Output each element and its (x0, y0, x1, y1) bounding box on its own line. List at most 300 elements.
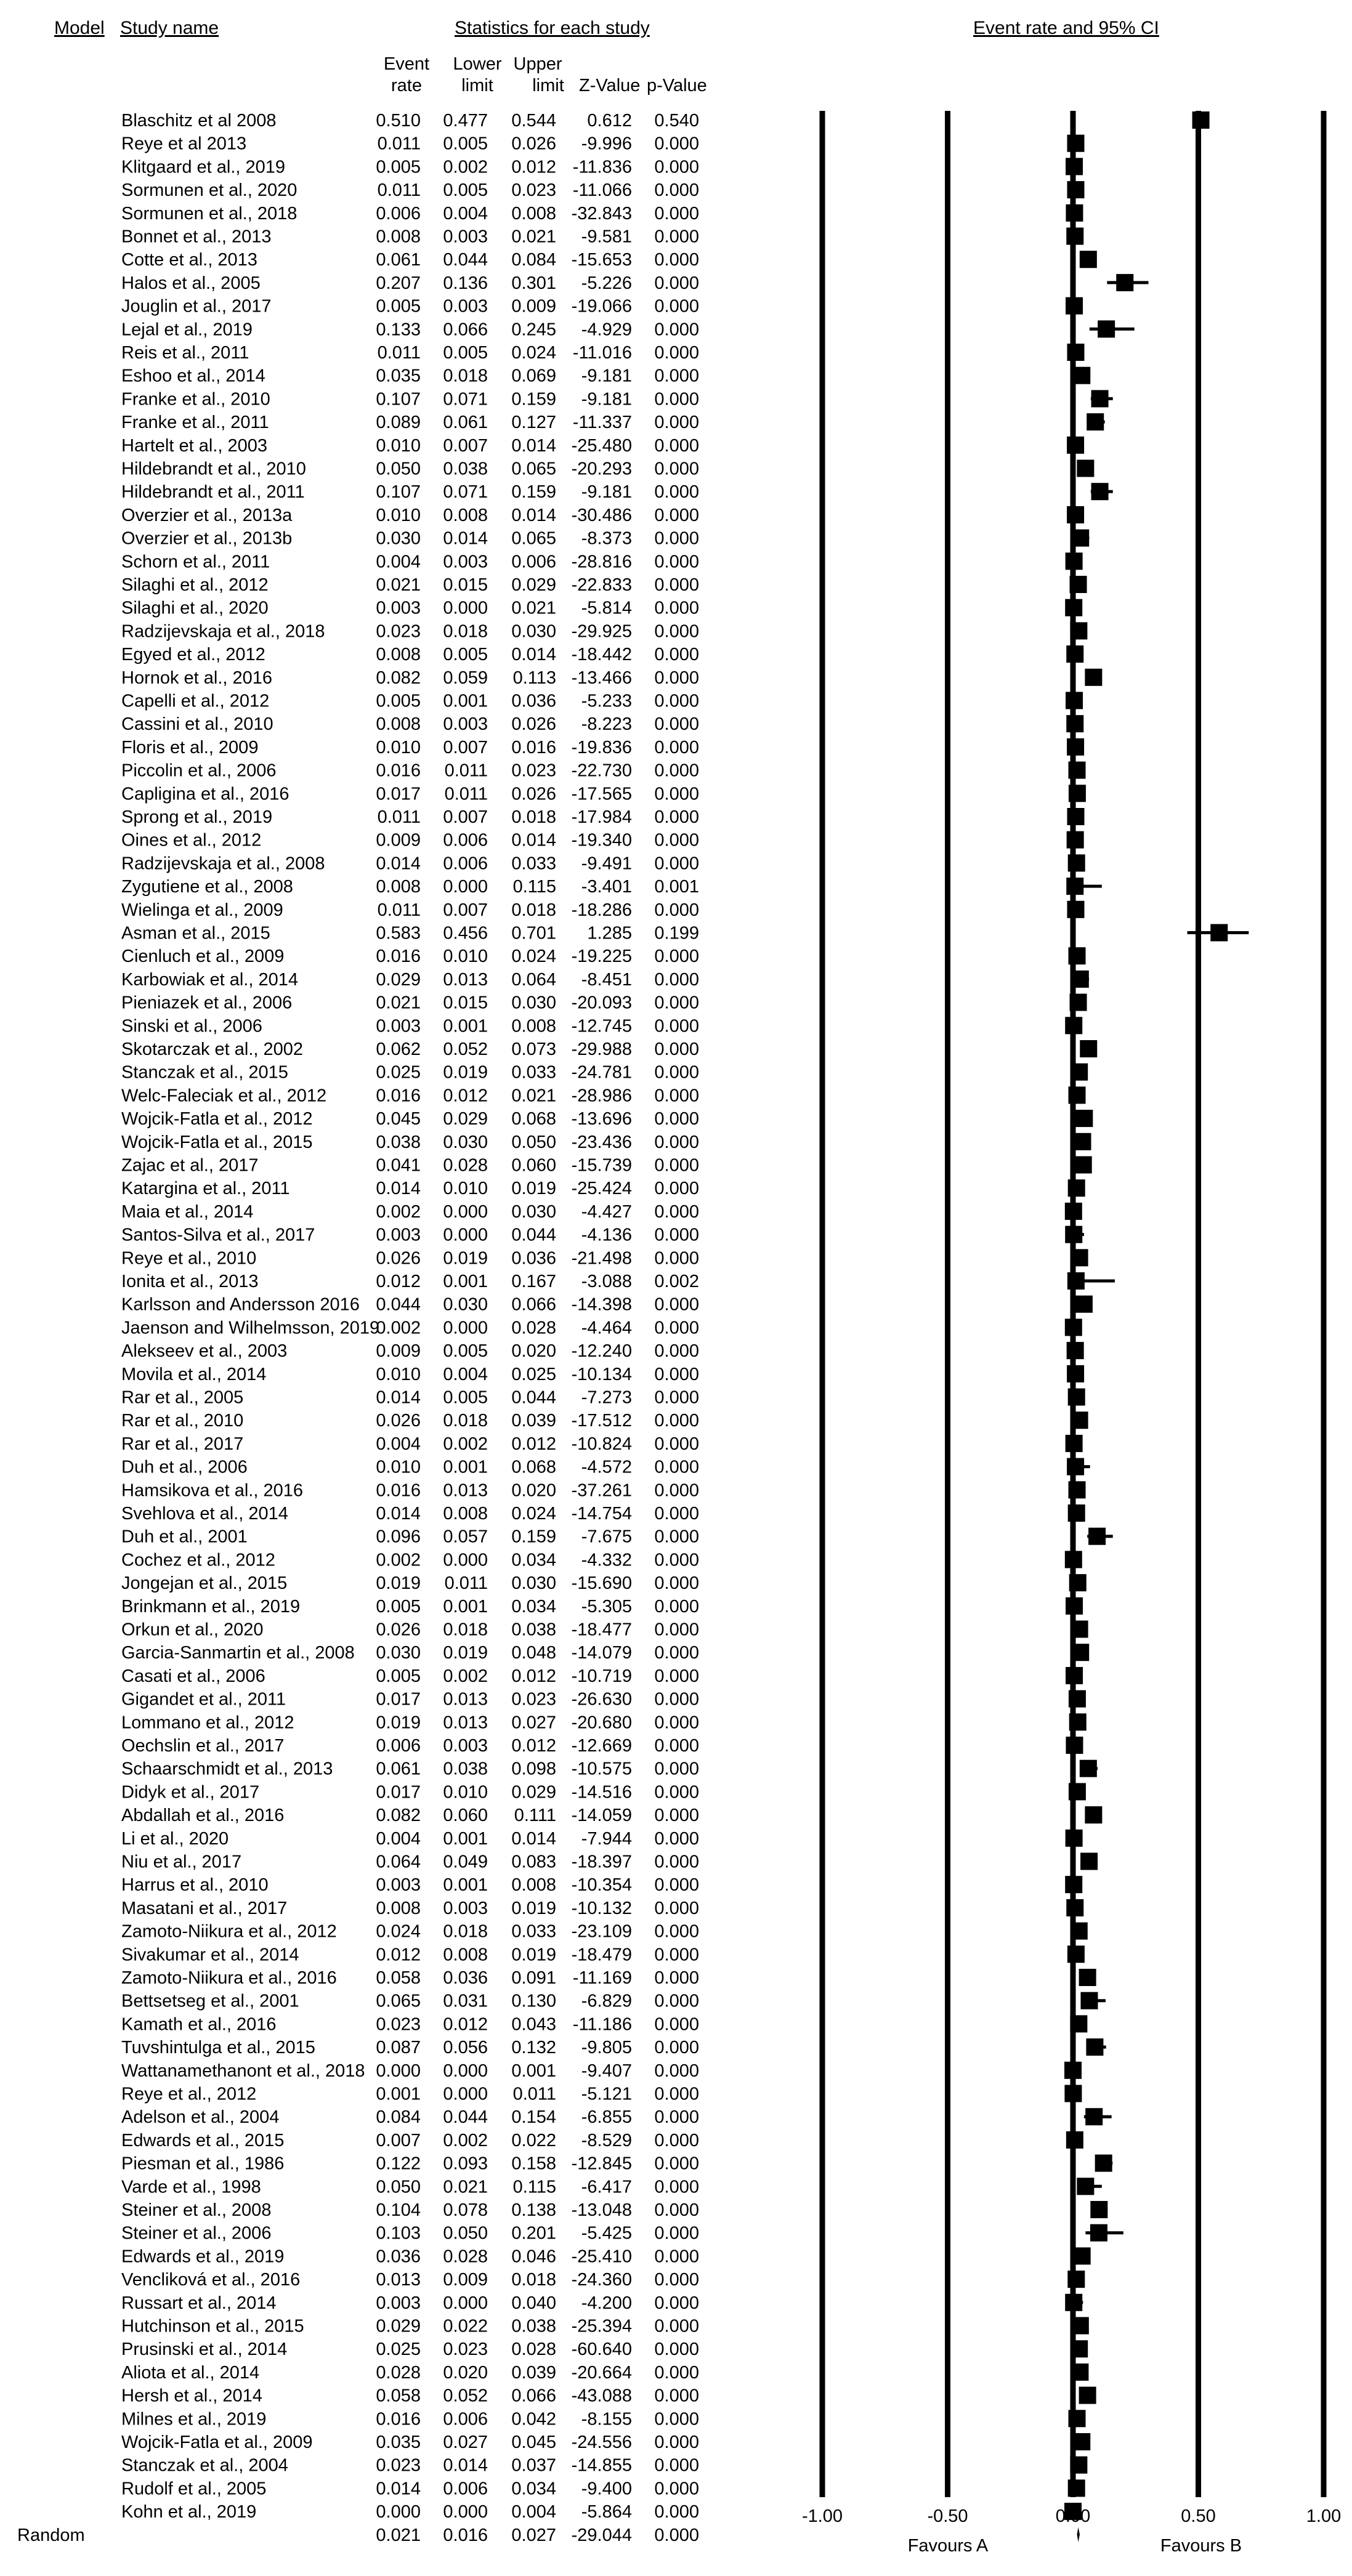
p-value: 0.000 (654, 1201, 699, 1222)
upper-limit: 0.064 (511, 969, 556, 990)
study-name: Zamoto-Niikura et al., 2012 (121, 1921, 337, 1942)
z-value: -23.436 (571, 1132, 632, 1152)
point-estimate (1095, 2155, 1112, 2172)
event-rate: 0.104 (376, 2200, 421, 2220)
event-rate: 0.012 (376, 1945, 421, 1965)
point-estimate (1088, 1528, 1106, 1545)
header-model: Model (54, 18, 105, 38)
z-value: -5.121 (581, 2084, 632, 2104)
upper-limit: 0.026 (511, 714, 556, 735)
p-value: 0.000 (654, 621, 699, 642)
p-value: 0.000 (654, 2525, 699, 2545)
event-rate: 0.030 (376, 528, 421, 549)
z-value: -9.400 (581, 2479, 632, 2499)
point-estimate (1080, 1853, 1098, 1870)
upper-limit: 0.065 (511, 528, 556, 549)
event-rate: 0.008 (376, 1898, 421, 1918)
event-rate: 0.023 (376, 2455, 421, 2476)
lower-limit: 0.018 (443, 366, 488, 386)
upper-limit: 0.050 (511, 1132, 556, 1152)
event-rate: 0.010 (376, 1457, 421, 1477)
lower-limit: 0.456 (443, 923, 488, 943)
event-rate: 0.017 (376, 1689, 421, 1710)
event-rate: 0.001 (376, 2084, 421, 2104)
lower-limit: 0.057 (443, 1527, 488, 1547)
lower-limit: 0.000 (443, 1318, 488, 1338)
upper-limit: 0.028 (511, 2340, 556, 2360)
study-name: Edwards et al., 2015 (121, 2130, 285, 2150)
p-value: 0.000 (654, 1689, 699, 1710)
upper-limit: 0.018 (511, 807, 556, 827)
p-value: 0.000 (654, 645, 699, 665)
header-lower: Lower (453, 54, 502, 74)
upper-limit: 0.701 (511, 923, 556, 943)
header-event: Event (383, 54, 430, 74)
upper-limit: 0.159 (511, 1527, 556, 1547)
event-rate: 0.004 (376, 1434, 421, 1454)
p-value: 0.000 (654, 830, 699, 850)
p-value: 0.000 (654, 1016, 699, 1036)
lower-limit: 0.011 (444, 784, 488, 804)
z-value: -12.669 (571, 1736, 632, 1756)
point-estimate (1079, 1969, 1096, 1986)
point-estimate (1085, 1806, 1102, 1823)
upper-limit: 0.023 (511, 1689, 556, 1710)
model-label: Random (17, 2525, 85, 2545)
lower-limit: 0.013 (443, 1689, 488, 1710)
p-value: 0.002 (654, 1272, 699, 1291)
study-name: Orkun et al., 2020 (121, 1620, 264, 1640)
lower-limit: 0.006 (443, 854, 488, 874)
upper-limit: 0.012 (511, 1736, 556, 1756)
event-rate: 0.021 (376, 2525, 421, 2545)
study-name: Jouglin et al., 2017 (121, 296, 272, 317)
event-rate: 0.011 (377, 807, 421, 827)
z-value: -25.424 (571, 1179, 632, 1199)
upper-limit: 0.159 (511, 389, 556, 410)
p-value: 0.000 (654, 459, 699, 479)
upper-limit: 0.069 (511, 366, 556, 386)
event-rate: 0.017 (376, 1782, 421, 1803)
lower-limit: 0.001 (443, 691, 488, 711)
z-value: -17.512 (571, 1411, 632, 1431)
p-value: 0.000 (654, 1596, 699, 1617)
upper-limit: 0.038 (511, 1620, 556, 1640)
event-rate: 0.014 (376, 1504, 421, 1524)
study-name: Zamoto-Niikura et al., 2016 (121, 1968, 337, 1988)
event-rate: 0.583 (376, 923, 421, 943)
p-value: 0.000 (654, 1248, 699, 1269)
p-value: 0.000 (654, 366, 699, 386)
point-estimate (1091, 483, 1109, 500)
lower-limit: 0.002 (443, 2130, 488, 2150)
upper-limit: 0.026 (511, 784, 556, 804)
p-value: 0.000 (654, 854, 699, 874)
p-value: 0.000 (654, 575, 699, 595)
z-value: -20.664 (571, 2362, 632, 2383)
z-value: -9.181 (581, 366, 632, 386)
study-name: Cochez et al., 2012 (121, 1550, 275, 1570)
p-value: 0.000 (654, 343, 699, 363)
p-value: 0.000 (654, 2177, 699, 2197)
upper-limit: 0.014 (511, 1828, 556, 1849)
z-value: -18.479 (571, 1945, 632, 1965)
z-value: -4.464 (581, 1318, 632, 1338)
z-value: -5.425 (581, 2223, 632, 2243)
upper-limit: 0.033 (511, 1062, 556, 1083)
upper-limit: 0.127 (511, 413, 556, 433)
z-value: -28.986 (571, 1086, 632, 1106)
upper-limit: 0.167 (511, 1272, 556, 1291)
event-rate: 0.065 (376, 1991, 421, 2011)
event-rate: 0.084 (376, 2107, 421, 2128)
study-name: Hildebrandt et al., 2011 (121, 482, 305, 503)
z-value: -11.169 (572, 1968, 632, 1988)
study-name: Vencliková et al., 2016 (121, 2270, 301, 2290)
upper-limit: 0.019 (511, 1898, 556, 1918)
p-value: 0.000 (654, 1457, 699, 1477)
upper-limit: 0.014 (511, 645, 556, 665)
upper-limit: 0.022 (511, 2130, 556, 2150)
z-value: -20.680 (571, 1713, 632, 1733)
lower-limit: 0.052 (443, 2386, 488, 2406)
p-value: 0.000 (654, 714, 699, 735)
event-rate: 0.107 (376, 482, 421, 503)
event-rate: 0.011 (377, 343, 421, 363)
lower-limit: 0.010 (443, 1782, 488, 1803)
z-value: -19.066 (571, 296, 632, 317)
event-rate: 0.021 (376, 575, 421, 595)
z-value: -15.690 (571, 1573, 632, 1594)
event-rate: 0.019 (376, 1573, 421, 1594)
lower-limit: 0.031 (443, 1991, 488, 2011)
event-rate: 0.007 (376, 2130, 421, 2150)
z-value: -19.340 (571, 830, 632, 850)
header-upper: Upper (513, 54, 562, 74)
upper-limit: 0.008 (511, 203, 556, 224)
p-value: 0.000 (654, 1132, 699, 1152)
study-name: Pieniazek et al., 2006 (121, 993, 293, 1013)
x-tick-label: 1.00 (1306, 2506, 1342, 2526)
lower-limit: 0.005 (443, 180, 488, 201)
z-value: -13.466 (571, 668, 632, 688)
event-rate: 0.006 (376, 1736, 421, 1756)
lower-limit: 0.001 (443, 1016, 488, 1036)
upper-limit: 0.038 (511, 2316, 556, 2336)
event-rate: 0.062 (376, 1040, 421, 1059)
lower-limit: 0.061 (443, 413, 488, 433)
upper-limit: 0.073 (511, 1040, 556, 1059)
upper-limit: 0.046 (511, 2247, 556, 2267)
event-rate: 0.003 (376, 1225, 421, 1245)
p-value: 0.000 (654, 1155, 699, 1176)
study-name: Piccolin et al., 2006 (121, 761, 277, 781)
event-rate: 0.025 (376, 2340, 421, 2360)
study-name: Silaghi et al., 2020 (121, 598, 269, 618)
lower-limit: 0.015 (443, 993, 488, 1013)
z-value: -12.845 (571, 2154, 632, 2174)
z-value: -19.225 (571, 947, 632, 967)
event-rate: 0.064 (376, 1852, 421, 1872)
upper-limit: 0.030 (511, 621, 556, 642)
p-value: 0.000 (654, 1527, 699, 1547)
z-value: -9.805 (581, 2038, 632, 2058)
event-rate: 0.014 (376, 2479, 421, 2499)
study-name: Li et al., 2020 (121, 1828, 229, 1849)
study-name: Garcia-Sanmartin et al., 2008 (121, 1643, 355, 1663)
study-name: Stanczak et al., 2015 (121, 1062, 288, 1083)
event-rate: 0.013 (376, 2270, 421, 2290)
p-value: 0.000 (654, 157, 699, 177)
lower-limit: 0.008 (443, 1945, 488, 1965)
upper-limit: 0.012 (511, 157, 556, 177)
p-value: 0.000 (654, 900, 699, 920)
z-value: -8.373 (581, 528, 632, 549)
upper-limit: 0.024 (511, 947, 556, 967)
p-value: 0.000 (654, 1620, 699, 1640)
event-rate: 0.103 (376, 2223, 421, 2243)
study-name: Wojcik-Fatla et al., 2009 (121, 2433, 313, 2452)
study-name: Skotarczak et al., 2002 (121, 1040, 303, 1059)
lower-limit: 0.019 (443, 1643, 488, 1663)
z-value: -17.984 (571, 807, 632, 827)
lower-limit: 0.005 (443, 1341, 488, 1362)
event-rate: 0.133 (376, 320, 421, 340)
lower-limit: 0.007 (443, 435, 488, 456)
study-name: Piesman et al., 1986 (121, 2154, 285, 2174)
study-name: Bettsetseg et al., 2001 (121, 1991, 299, 2011)
lower-limit: 0.071 (443, 482, 488, 503)
study-name: Sormunen et al., 2020 (121, 180, 298, 201)
z-value: -6.417 (581, 2177, 632, 2197)
lower-limit: 0.013 (443, 1713, 488, 1733)
event-rate: 0.045 (376, 1109, 421, 1129)
point-estimate (1077, 2178, 1094, 2195)
lower-limit: 0.005 (443, 1387, 488, 1408)
lower-limit: 0.000 (443, 1201, 488, 1222)
upper-limit: 0.037 (511, 2455, 556, 2476)
lower-limit: 0.003 (443, 1736, 488, 1756)
upper-limit: 0.068 (511, 1457, 556, 1477)
study-name: Capligina et al., 2016 (121, 784, 289, 804)
lower-limit: 0.007 (443, 807, 488, 827)
event-rate: 0.087 (376, 2038, 421, 2058)
p-value: 0.000 (654, 1062, 699, 1083)
upper-limit: 0.043 (511, 2014, 556, 2035)
study-name: Svehlova et al., 2014 (121, 1504, 288, 1524)
lower-limit: 0.059 (443, 668, 488, 688)
study-name: Sprong et al., 2019 (121, 807, 273, 827)
study-name: Jaenson and Wilhelmsson, 2019 (121, 1318, 380, 1338)
z-value: -14.516 (571, 1782, 632, 1803)
event-rate: 0.016 (376, 947, 421, 967)
p-value: 0.000 (654, 180, 699, 201)
lower-limit: 0.006 (443, 2479, 488, 2499)
upper-limit: 0.048 (511, 1643, 556, 1663)
z-value: -20.093 (571, 993, 632, 1013)
event-rate: 0.003 (376, 2293, 421, 2313)
p-value: 0.000 (654, 1806, 699, 1826)
study-name: Aliota et al., 2014 (121, 2362, 260, 2383)
z-value: -25.394 (571, 2316, 632, 2336)
z-value: -15.653 (571, 250, 632, 270)
point-estimate (1074, 2247, 1091, 2264)
upper-limit: 0.201 (511, 2223, 556, 2243)
lower-limit: 0.027 (443, 2433, 488, 2452)
upper-limit: 0.115 (512, 2177, 556, 2197)
z-value: -23.109 (571, 1921, 632, 1942)
upper-limit: 0.030 (511, 1573, 556, 1594)
upper-limit: 0.132 (511, 2038, 556, 2058)
study-name: Bonnet et al., 2013 (121, 227, 272, 247)
p-value: 0.000 (654, 1782, 699, 1803)
study-name: Wattanamethanont et al., 2018 (121, 2061, 365, 2081)
study-name: Rar et al., 2010 (121, 1411, 244, 1431)
lower-limit: 0.007 (443, 737, 488, 757)
event-rate: 0.025 (376, 1062, 421, 1083)
event-rate: 0.016 (376, 1086, 421, 1106)
event-rate: 0.005 (376, 691, 421, 711)
lower-limit: 0.007 (443, 900, 488, 920)
z-value: -18.397 (571, 1852, 632, 1872)
z-value: -22.730 (571, 761, 632, 781)
event-rate: 0.014 (376, 1179, 421, 1199)
p-value: 0.000 (654, 2293, 699, 2313)
p-value: 0.000 (654, 1945, 699, 1965)
p-value: 0.000 (654, 2154, 699, 2174)
event-rate: 0.029 (376, 2316, 421, 2336)
event-rate: 0.026 (376, 1620, 421, 1640)
lower-limit: 0.044 (443, 2107, 488, 2128)
point-estimate (1075, 1296, 1093, 1313)
study-name: Prusinski et al., 2014 (121, 2340, 288, 2360)
p-value: 0.000 (654, 2200, 699, 2220)
p-value: 0.000 (654, 1109, 699, 1129)
lower-limit: 0.000 (443, 598, 488, 618)
point-estimate (1116, 274, 1133, 291)
event-rate: 0.008 (376, 714, 421, 735)
header-upper-limit: limit (532, 76, 564, 95)
p-value: 0.000 (654, 993, 699, 1013)
p-value: 0.000 (654, 1550, 699, 1570)
study-name: Hutchinson et al., 2015 (121, 2316, 304, 2336)
event-rate: 0.082 (376, 1806, 421, 1826)
z-value: -8.155 (581, 2409, 632, 2429)
event-rate: 0.002 (376, 1318, 421, 1338)
p-value: 0.000 (654, 1968, 699, 1988)
p-value: 0.000 (654, 250, 699, 270)
event-rate: 0.038 (376, 1132, 421, 1152)
lower-limit: 0.020 (443, 2362, 488, 2383)
z-value: -26.630 (571, 1689, 632, 1710)
lower-limit: 0.003 (443, 296, 488, 317)
event-rate: 0.024 (376, 1921, 421, 1942)
lower-limit: 0.001 (443, 1272, 488, 1291)
study-name: Russart et al., 2014 (121, 2293, 277, 2313)
p-value: 0.000 (654, 2340, 699, 2360)
study-name: Cotte et al., 2013 (121, 250, 257, 270)
point-estimate (1080, 1992, 1098, 2009)
z-value: -24.781 (571, 1062, 632, 1083)
z-value: -60.640 (571, 2340, 632, 2360)
x-tick-label: -0.50 (927, 2506, 968, 2526)
upper-limit: 0.008 (511, 1875, 556, 1896)
z-value: -14.059 (571, 1806, 632, 1826)
upper-limit: 0.020 (511, 1480, 556, 1501)
study-name: Didyk et al., 2017 (121, 1782, 260, 1803)
lower-limit: 0.010 (443, 1179, 488, 1199)
header-lower-limit: limit (461, 76, 493, 95)
z-value: -9.996 (581, 134, 632, 154)
z-value: -5.233 (581, 691, 632, 711)
event-rate: 0.016 (376, 2409, 421, 2429)
summary-diamond (1077, 2527, 1080, 2542)
header-p-value: p-Value (647, 76, 707, 95)
header-study-name: Study name (120, 18, 219, 38)
upper-limit: 0.130 (511, 1991, 556, 2011)
z-value: -10.354 (571, 1875, 632, 1896)
study-name: Stanczak et al., 2004 (121, 2455, 288, 2476)
z-value: -9.581 (581, 227, 632, 247)
point-estimate (1077, 460, 1094, 477)
event-rate: 0.011 (377, 134, 421, 154)
study-name: Harrus et al., 2010 (121, 1875, 269, 1896)
upper-limit: 0.044 (511, 1225, 556, 1245)
p-value: 0.000 (654, 2223, 699, 2243)
upper-limit: 0.023 (511, 761, 556, 781)
study-name: Radzijevskaja et al., 2008 (121, 854, 325, 874)
point-estimate (1090, 2201, 1107, 2218)
lower-limit: 0.477 (443, 111, 488, 131)
upper-limit: 0.029 (511, 575, 556, 595)
study-name: Oines et al., 2012 (121, 830, 262, 850)
event-rate: 0.008 (376, 645, 421, 665)
upper-limit: 0.020 (511, 1341, 556, 1362)
event-rate: 0.028 (376, 2362, 421, 2383)
upper-limit: 0.084 (511, 250, 556, 270)
study-name: Hornok et al., 2016 (121, 668, 273, 688)
p-value: 0.000 (654, 2409, 699, 2429)
upper-limit: 0.030 (511, 1201, 556, 1222)
event-rate: 0.009 (376, 830, 421, 850)
p-value: 0.000 (654, 2247, 699, 2267)
lower-limit: 0.038 (443, 1759, 488, 1779)
event-rate: 0.058 (376, 2386, 421, 2406)
upper-limit: 0.033 (511, 1921, 556, 1942)
study-name: Halos et al., 2005 (121, 273, 261, 293)
event-rate: 0.008 (376, 227, 421, 247)
study-name: Overzier et al., 2013a (121, 505, 293, 525)
event-rate: 0.036 (376, 2247, 421, 2267)
study-name: Klitgaard et al., 2019 (121, 157, 286, 177)
z-value: -25.480 (571, 435, 632, 456)
p-value: 0.000 (654, 1828, 699, 1849)
study-name: Wielinga et al., 2009 (121, 900, 283, 920)
event-rate: 0.017 (376, 784, 421, 804)
lower-limit: 0.018 (443, 1620, 488, 1640)
p-value: 0.000 (654, 1573, 699, 1594)
study-name: Franke et al., 2010 (121, 389, 270, 410)
upper-limit: 0.030 (511, 993, 556, 1013)
event-rate: 0.023 (376, 2014, 421, 2035)
upper-limit: 0.065 (511, 459, 556, 479)
p-value: 0.000 (654, 1086, 699, 1106)
z-value: -18.286 (571, 900, 632, 920)
z-value: -3.401 (581, 877, 632, 897)
study-name: Kamath et al., 2016 (121, 2014, 277, 2035)
lower-limit: 0.000 (443, 2061, 488, 2081)
upper-limit: 0.027 (511, 2525, 556, 2545)
